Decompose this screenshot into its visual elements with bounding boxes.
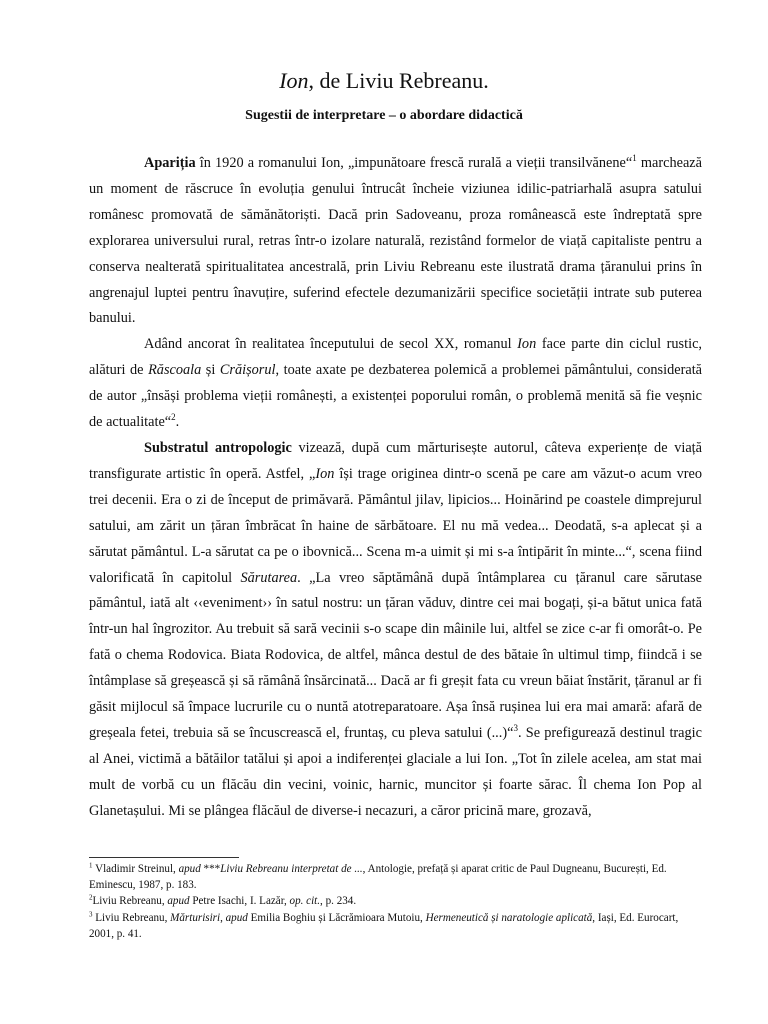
title-work-name: Ion (279, 68, 309, 93)
paragraph-text: . (175, 414, 180, 431)
lead-term-substratul: Substratul antropologic (144, 439, 292, 456)
paragraph-text: , toate axate pe dezbaterea polemică a problemei pământului, considerată de autor „însăși problema vieții românești, a existenței poporului român, o problemă menită să fie veșnic de actualitate“ (89, 362, 703, 431)
footnote-book-title: Mărturisiri (170, 911, 221, 924)
page-title (0, 66, 768, 96)
body-text (89, 151, 702, 825)
footnote-ref-3[interactable]: 3 (513, 723, 518, 734)
work-title-craisorul: Crăișorul (219, 362, 276, 379)
lead-term-aparitia: Apariția (144, 155, 196, 171)
footnote-apud: apud (178, 863, 201, 875)
footnotes (89, 861, 699, 942)
footnote-number: 3 (89, 909, 93, 918)
footnote-3 (89, 910, 699, 942)
paragraph-text: Adând ancorat în realitatea începutului de secol XX, romanul (144, 336, 518, 353)
footnote-apud: apud (167, 895, 190, 908)
footnote-apud: apud (225, 911, 248, 924)
paragraph-text: . „La vreo săptămână după întâmplarea cu țăranul care sărutase pământul, iată alt ‹‹eveniment›› în satul nostru: un țăran văduv, dintre cei mai bogați, și-a bătut unica fată într-un hal îngrozitor. Au trebuit să sară vecinii s-o scape din mâinile lui, altfel se zice c-ar fi omorât-o. Pe fată o chema Rodovica. Biata Rodovica, de altfel, mânca destul de des bătaie în ultimul timp, fiindcă i se întâmplase să greșească și să rămână însărcinată... Dacă ar fi greșit fata cu vreun băiat înstărit, țăranul ar fi găsit mijlocul să împace lucrurile cu o nuntă atotreparatoare. Așa însă rușinea lui era mai amară: afară de greșeala fetei, trebuia să se încuscrească el, fruntaș, cu pleva satului (...)“ (89, 569, 702, 741)
page-subtitle: Sugestii de interpretare – o abordare didactică (245, 108, 523, 123)
footnote-number: 1 (89, 861, 93, 870)
footnote-text: , (220, 911, 226, 924)
footnote-1 (89, 861, 699, 893)
work-title-ion: Ion (315, 465, 335, 482)
footnote-text: Liviu Rebreanu, (92, 895, 168, 908)
paragraph-text: își trage originea dintr-o scenă pe care am văzut-o acum vreo trei decenii. Era o zi de început de primăvară. Pământul jilav, lipicios... Hoinărind pe coastele dimprejurul satului, am zărit un țăran îmbrăcat în haine de sărbătoare. El nu mă vedea... Deodată, s-a aplecat și a sărutat pământul. L-a sărutat ca pe o ibovnică... Scena m-a uimit și mi s-a întipărit în minte...“, scena fiind valorificată în capitolul (89, 465, 702, 586)
paragraph-text: vizează, după cum mărturisește autorul, câteva experiențe de viață transfigurate artistic în operă. Astfel, „ (89, 439, 702, 482)
paragraph-text: și (201, 362, 220, 379)
footnote-ref-1[interactable]: 1 (632, 153, 637, 164)
footnote-ref-2[interactable]: 2 (171, 412, 176, 423)
paragraph-text: face parte din ciclul rustic, alături de (89, 336, 702, 379)
chapter-title-sarutarea: Sărutarea (240, 569, 298, 586)
paragraph-text: . Se prefigurează destinul tragic al Anei, victimă a bătăilor tatălui și apoi a indiferenței glaciale a lui Ion. „Tot în zilele acelea, am stat mai mult de vorbă cu un flăcău din vecini, voinic, harnic, muncitor și foarte sărac. Îl chema Ion Pop al Glanetașului. Mi se plângea flăcăul de diverse-i necazuri, a căror pricină mare, grozavă, (89, 724, 702, 819)
footnote-2 (89, 893, 699, 909)
paragraph-3 (89, 436, 702, 825)
footnote-text: Vladimir Streinul, (92, 863, 179, 875)
footnote-number: 2 (89, 893, 93, 902)
footnote-text: Emilia Boghiu și Lăcrămioara Mutoiu, (247, 911, 426, 924)
footnote-text: *** (200, 863, 221, 875)
work-title-ion: Ion (517, 336, 537, 353)
footnote-separator (89, 857, 239, 858)
footnote-book-title: Liviu Rebreanu interpretat de ... (220, 863, 363, 875)
work-title-rascoala: Răscoala (148, 362, 202, 379)
footnote-op-cit: op. cit. (289, 895, 321, 908)
paragraph-text: marchează un moment de răscruce în evoluția genului întrucât încheie viziunea idilic-patriarhală asupra satului românesc promovată de sămănătoriști. Dacă prin Sadoveanu, proza românească este îndreptată spre explorarea universului rural, retras într-o izolare naturală, rezistând formelor de viață capitaliste pentru a conserva nealterată spiritualitatea ancestrală, prin Liviu Rebreanu este ilustrată drama țăranului prins în angrenajul luptei pentru înavuțire, suferind efectele dezumanizării specifice societății intrate sub puterea banului. (89, 155, 702, 327)
footnote-text: Liviu Rebreanu, (92, 911, 171, 924)
paragraph-1 (89, 151, 702, 332)
footnote-text: , Iași, Ed. Eurocart, 2001, p. 41. (89, 911, 679, 940)
footnote-text: , p. 234. (320, 895, 357, 908)
paragraph-2 (89, 332, 702, 436)
footnote-book-title: Hermeneutică și naratologie aplicată (425, 911, 593, 924)
title-author: , de Liviu Rebreanu. (308, 68, 489, 93)
footnote-text: Petre Isachi, I. Lazăr, (189, 895, 290, 908)
footnote-text: , Antologie, prefață și aparat critic de Paul Dugneanu, București, Ed. Eminescu, 1987, p. 183. (89, 863, 667, 892)
paragraph-text: în 1920 a romanului Ion, „impunătoare frescă rurală a vieții transilvănene“ (195, 155, 633, 171)
